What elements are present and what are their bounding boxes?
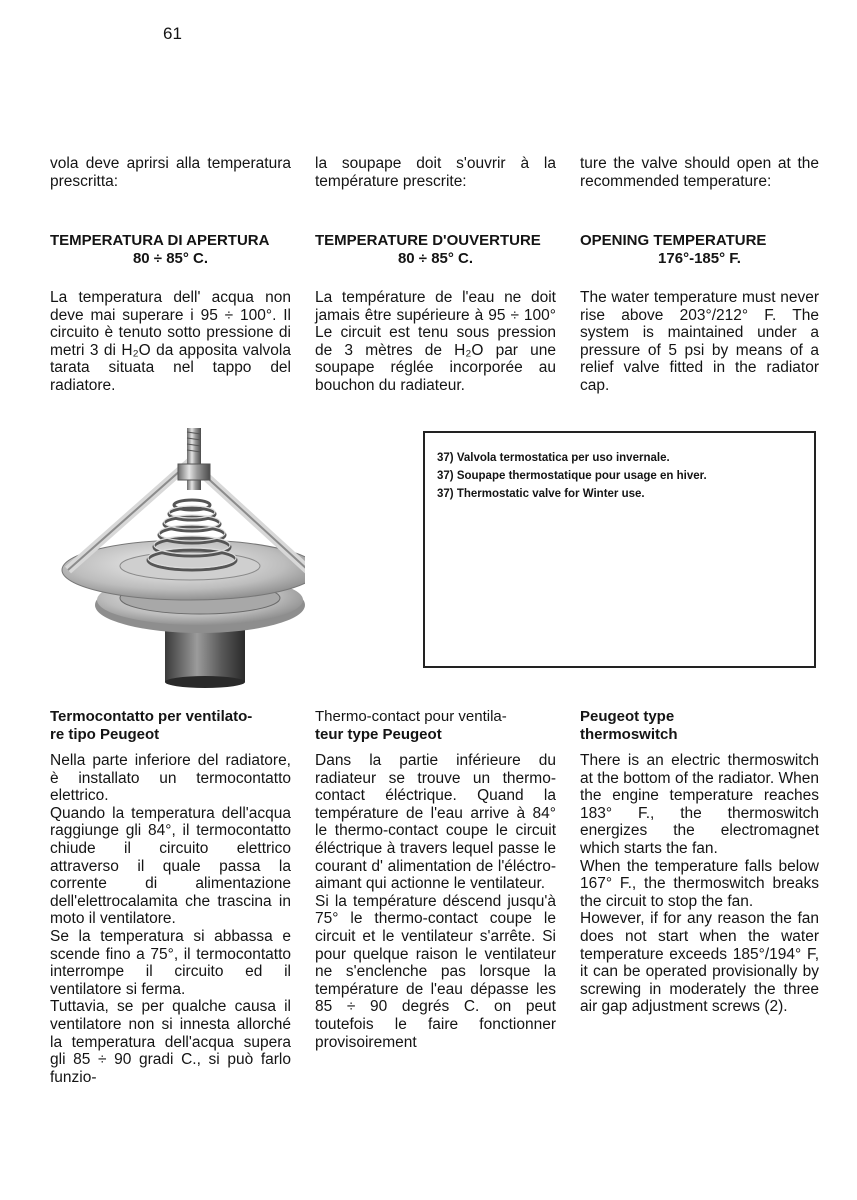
opening-text-en: The water temperature must never rise above 203°/212° F. The system is maintained under a pressure of 5 psi by means of a relief valve fitted in the radiator cap. bbox=[580, 289, 819, 394]
thermo-text-it-p1: Nella parte inferiore del radiatore, è installato un termocontatto elettrico. bbox=[50, 752, 291, 805]
thermo-heading-it bbox=[50, 708, 291, 743]
thermo-heading-fr-line2: teur type Peugeot bbox=[315, 725, 442, 743]
thermo-text-it bbox=[50, 752, 291, 1086]
opening-text-fr: La température de l'eau ne doit jamais être supérieure à 95 ÷ 100° Le circuit est tenu sous pression de 3 mètres de H₂O par une soupape réglée incorporée au bouchon du radiateur. bbox=[315, 289, 556, 394]
thermo-heading-en-line2: thermoswitch bbox=[580, 725, 678, 743]
thermo-text-fr bbox=[315, 752, 556, 1051]
page-number: 61 bbox=[163, 24, 182, 43]
opening-title-en: OPENING TEMPERATURE bbox=[580, 232, 767, 249]
opening-text-it: La temperatura dell' acqua non deve mai superare i 95 ÷ 100°. Il circuito è tenuto sotto pressione di metri 3 di H₂O da apposita valvola tarata situata nel tappo del radiatore. bbox=[50, 289, 291, 394]
thermo-heading-it-line2: re tipo Peugeot bbox=[50, 725, 160, 743]
thermo-heading-it-line1: Termocontatto per ventilato- bbox=[50, 708, 253, 725]
thermo-heading-en bbox=[580, 708, 819, 743]
intro-fr: la soupape doit s'ouvrir à la température prescrite: bbox=[315, 155, 556, 190]
thermo-text-fr-p2: Si la température déscend jusqu'à 75° le thermo-contact coupe le circuit et le ventilateur s'arrête. Si pour quelque raison le ventilateur ne s'enclenche pas lorsque la température de l'eau dépasse les 85 ÷ 90 degrés C. on peut toutefois le faire fonctionner provisoirement bbox=[315, 892, 556, 1051]
caption-en: 37) Thermostatic valve for Winter use. bbox=[437, 488, 645, 500]
thermo-heading-fr bbox=[315, 708, 556, 743]
intro-it: vola deve aprirsi alla temperatura prescritta: bbox=[50, 155, 291, 190]
thermo-text-fr-p1: Dans la partie inférieure du radiateur se trouve un thermo-contact éléctrique. Quand la température de l'eau arrive à 84° le thermo-contact coupe le circuit éléctrique à travers lequel passe le courant d' alimentation de l'éléctro-aimant qui actionne le ventilateur. bbox=[315, 752, 556, 893]
caption-it: 37) Valvola termostatica per uso invernale. bbox=[437, 452, 670, 464]
caption-fr: 37) Soupape thermostatique pour usage en hiver. bbox=[437, 470, 707, 482]
opening-value-en: 176°-185° F. bbox=[658, 249, 741, 267]
thermo-text-en-p3: However, if for any reason the fan does not start when the water temperature exceeds 185°/194° F, it can be operated provisionally by screwing in moderately the three air gap adjustment screws (2). bbox=[580, 910, 819, 1016]
thermo-text-it-p2: Quando la temperatura dell'acqua raggiunge gli 84°, il termocontatto chiude il circuito elettrico attraverso il quale passa la corrente di alimentazione dell'elettrocalamita che trascina in moto il ventilatore. bbox=[50, 804, 291, 928]
thermo-text-en-p1: There is an electric thermoswitch at the bottom of the radiator. When the engine temperature reaches 183° F., the thermoswitch energizes the electromagnet which starts the fan. bbox=[580, 752, 819, 857]
opening-heading-en bbox=[580, 232, 819, 267]
thermo-text-en-p2: When the temperature falls below 167° F., the thermoswitch breaks the circuit to stop the fan. bbox=[580, 857, 819, 910]
thermo-heading-fr-line1: Thermo-contact pour ventila- bbox=[315, 708, 507, 725]
thermo-text-it-p3: Se la temperatura si abbassa e scende fino a 75°, il termocontatto interrompe il circuito ed il ventilatore si ferma. bbox=[50, 927, 291, 998]
opening-title-it: TEMPERATURA DI APERTURA bbox=[50, 232, 270, 249]
opening-title-fr: TEMPERATURE D'OUVERTURE bbox=[315, 232, 541, 249]
intro-en: ture the valve should open at the recommended temperature: bbox=[580, 155, 819, 190]
thermo-text-it-p4: Tuttavia, se per qualche causa il ventilatore non si innesta allorché la temperatura dell'acqua supera gli 85 ÷ 90 gradi C., si può farlo funzio- bbox=[50, 998, 291, 1086]
opening-value-it: 80 ÷ 85° C. bbox=[132, 249, 209, 267]
thermostatic-valve-image bbox=[50, 420, 305, 690]
thermo-heading-en-line1: Peugeot type bbox=[580, 708, 675, 725]
opening-heading-fr bbox=[315, 232, 556, 267]
thermo-text-en bbox=[580, 752, 819, 1016]
opening-heading-it bbox=[50, 232, 291, 267]
figure-caption-box bbox=[423, 431, 816, 668]
opening-value-fr: 80 ÷ 85° C. bbox=[397, 249, 474, 267]
